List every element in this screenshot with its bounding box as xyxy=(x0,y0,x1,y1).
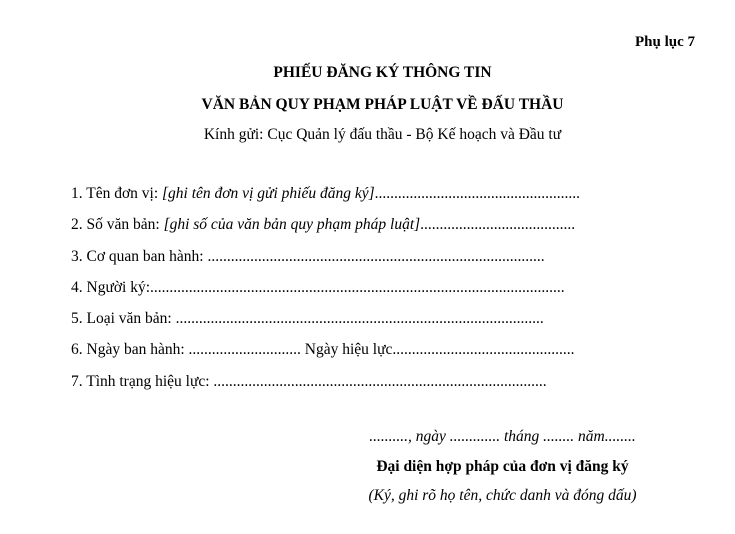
field-label: 2. Số văn bản: xyxy=(71,216,164,234)
field-dots: ..................................................... xyxy=(374,185,580,202)
recipient-line: Kính gửi: Cục Quản lý đấu thầu - Bộ Kế hoạch và Đầu tư xyxy=(203,126,562,143)
field-hint: [ghi số của văn bản quy phạm pháp luật] xyxy=(163,216,421,234)
field-label: 1. Tên đơn vị: xyxy=(71,185,163,202)
field-label: 5. Loại văn bản: xyxy=(71,310,176,328)
field-dates xyxy=(71,339,711,370)
field-label-effective-date: Ngày hiệu lực xyxy=(300,341,393,359)
field-document-number xyxy=(71,214,711,245)
field-dots: ............................................................................................... xyxy=(175,310,544,328)
field-label: 6. Ngày ban hành: xyxy=(71,341,189,359)
field-dots: ........................................................................................................... xyxy=(150,278,565,296)
appendix-label: Phụ lục 7 xyxy=(634,34,695,50)
field-hint: [ghi tên đơn vị gửi phiếu đăng ký] xyxy=(162,185,375,202)
form-title: PHIẾU ĐĂNG KÝ THÔNG TIN xyxy=(273,64,492,81)
signature-note: (Ký, ghi rõ họ tên, chức danh và đóng dấu) xyxy=(368,487,637,504)
field-label: 7. Tình trạng hiệu lực: xyxy=(71,372,214,390)
field-dots: ............................................... xyxy=(392,341,575,359)
field-label: 4. Người ký: xyxy=(71,278,151,296)
field-document-type xyxy=(71,308,711,339)
field-dots: ............................. xyxy=(188,341,301,359)
signature-title: Đại diện hợp pháp của đơn vị đăng ký xyxy=(376,458,629,475)
field-dots: ....................................................................................... xyxy=(207,247,545,265)
field-validity-status xyxy=(71,371,711,402)
field-dots: ........................................ xyxy=(420,216,576,234)
signature-date-line: .........., ngày ............. tháng ........ năm........ xyxy=(369,428,636,445)
field-unit-name xyxy=(71,183,711,214)
field-signer xyxy=(71,277,711,308)
form-subtitle: VĂN BẢN QUY PHẠM PHÁP LUẬT VỀ ĐẤU THẦU xyxy=(201,96,564,113)
field-label: 3. Cơ quan ban hành: xyxy=(71,247,208,265)
form-fields xyxy=(71,183,711,402)
field-dots: ...................................................................................... xyxy=(213,372,547,390)
field-issuing-agency xyxy=(71,246,711,277)
